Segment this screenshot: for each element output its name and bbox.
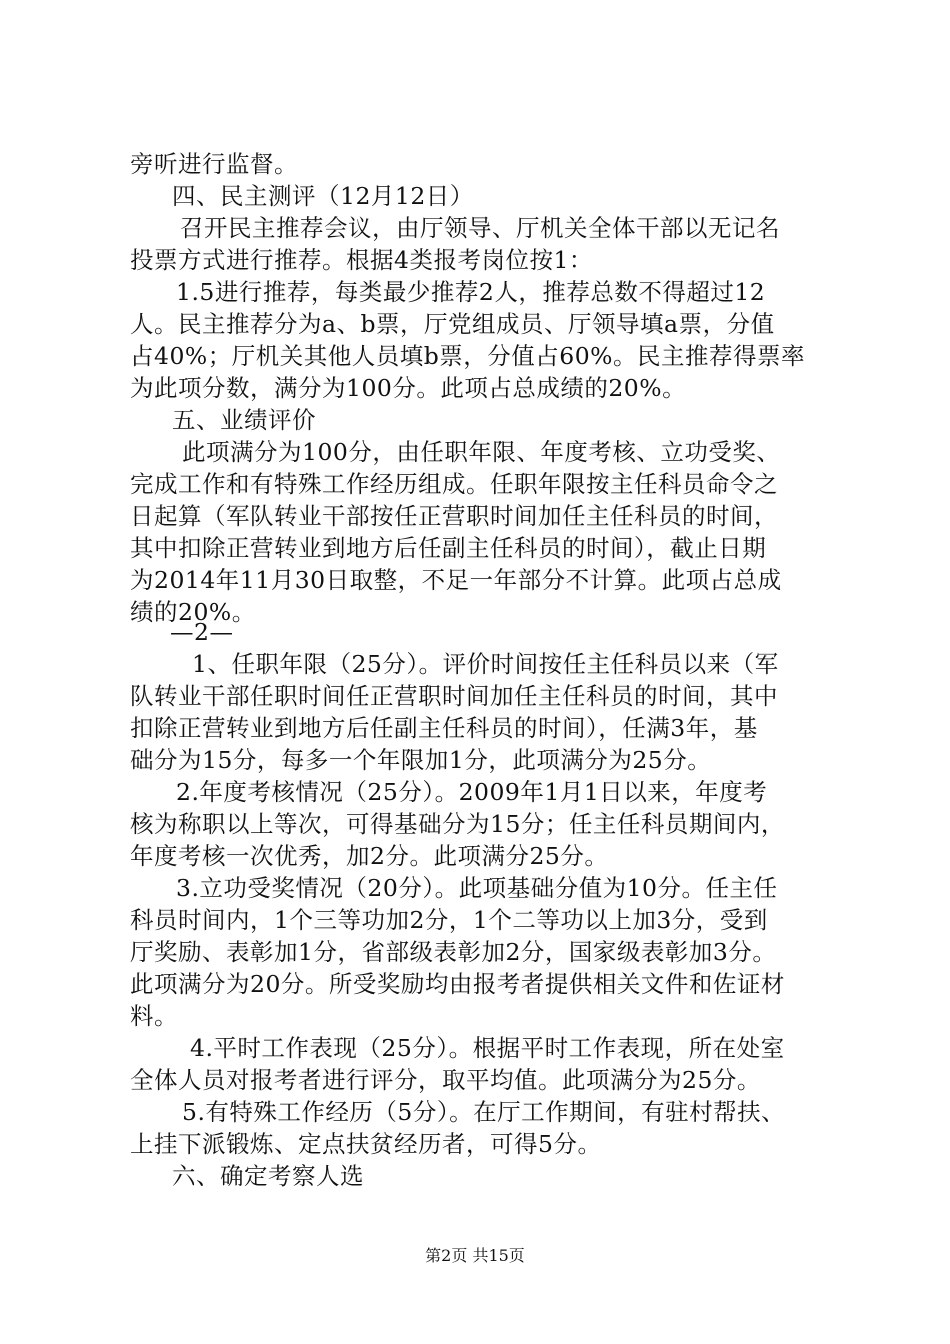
text-line: 为2014年11月30日取整，不足一年部分不计算。此项占总成 — [130, 566, 782, 594]
text-line: 上挂下派锻炼、定点扶贫经历者，可得5分。 — [130, 1130, 602, 1158]
text-line: 其中扣除正营转业到地方后任副主任科员的时间），截止日期 — [130, 534, 767, 562]
text-line: 1、任职年限（25分）。评价时间按任主任科员以来（军 — [192, 650, 779, 678]
text-line: 旁听进行监督。 — [130, 150, 298, 178]
text-line: 占40%；厅机关其他人员填b票，分值占60%。民主推荐得票率 — [130, 342, 806, 370]
text-line: 础分为15分，每多一个年限加1分，此项满分为25分。 — [130, 746, 712, 774]
text-line: 5.有特殊工作经历（5分）。在厅工作期间，有驻村帮扶、 — [182, 1098, 786, 1126]
text-line: 年度考核一次优秀，加2分。此项满分25分。 — [130, 842, 609, 870]
text-line: 召开民主推荐会议，由厅领导、厅机关全体干部以无记名 — [180, 214, 780, 242]
text-line: 4.平时工作表现（25分）。根据平时工作表现，所在处室 — [190, 1034, 785, 1062]
text-line: 1.5进行推荐，每类最少推荐2人，推荐总数不得超过12 — [176, 278, 766, 306]
text-line: 厅奖励、表彰加1分，省部级表彰加2分，国家级表彰加3分。 — [130, 938, 777, 966]
text-line: 完成工作和有特殊工作经历组成。任职年限按主任科员命令之 — [130, 470, 778, 498]
text-line: 2.年度考核情况（25分）。2009年1月1日以来，年度考 — [176, 778, 768, 806]
text-line: 扣除正营转业到地方后任副主任科员的时间），任满3年，基 — [130, 714, 758, 742]
text-line: 投票方式进行推荐。根据4类报考岗位按1： — [130, 246, 593, 274]
text-line: 四、民主测评（12月12日） — [172, 182, 474, 210]
text-line: 为此项分数，满分为100分。此项占总成绩的20%。 — [130, 374, 687, 402]
text-line: 日起算（军队转业干部按任正营职时间加任主任科员的时间， — [130, 502, 778, 530]
text-line: 绩的20%。 — [130, 598, 256, 626]
page-footer: 第2页 共15页 — [425, 1246, 525, 1265]
text-line: 料。 — [130, 1002, 178, 1030]
text-line: —2— — [170, 618, 234, 646]
text-line: 此项满分为100分，由任职年限、年度考核、立功受奖、 — [182, 438, 781, 466]
text-line: 此项满分为20分。所受奖励均由报考者提供相关文件和佐证材 — [130, 970, 785, 998]
text-line: 人。民主推荐分为a、b票，厅党组成员、厅领导填a票，分值 — [130, 310, 775, 338]
text-line: 五、业绩评价 — [172, 406, 316, 434]
text-line: 3.立功受奖情况（20分）。此项基础分值为10分。任主任 — [176, 874, 778, 902]
text-line: 六、确定考察人选 — [172, 1162, 364, 1190]
text-line: 核为称职以上等次，可得基础分为15分；任主任科员期间内， — [130, 810, 785, 838]
text-line: 全体人员对报考者进行评分，取平均值。此项满分为25分。 — [130, 1066, 761, 1094]
text-line: 队转业干部任职时间任正营职时间加任主任科员的时间，其中 — [130, 682, 778, 710]
text-line: 科员时间内，1个三等功加2分，1个二等功以上加3分，受到 — [130, 906, 768, 934]
